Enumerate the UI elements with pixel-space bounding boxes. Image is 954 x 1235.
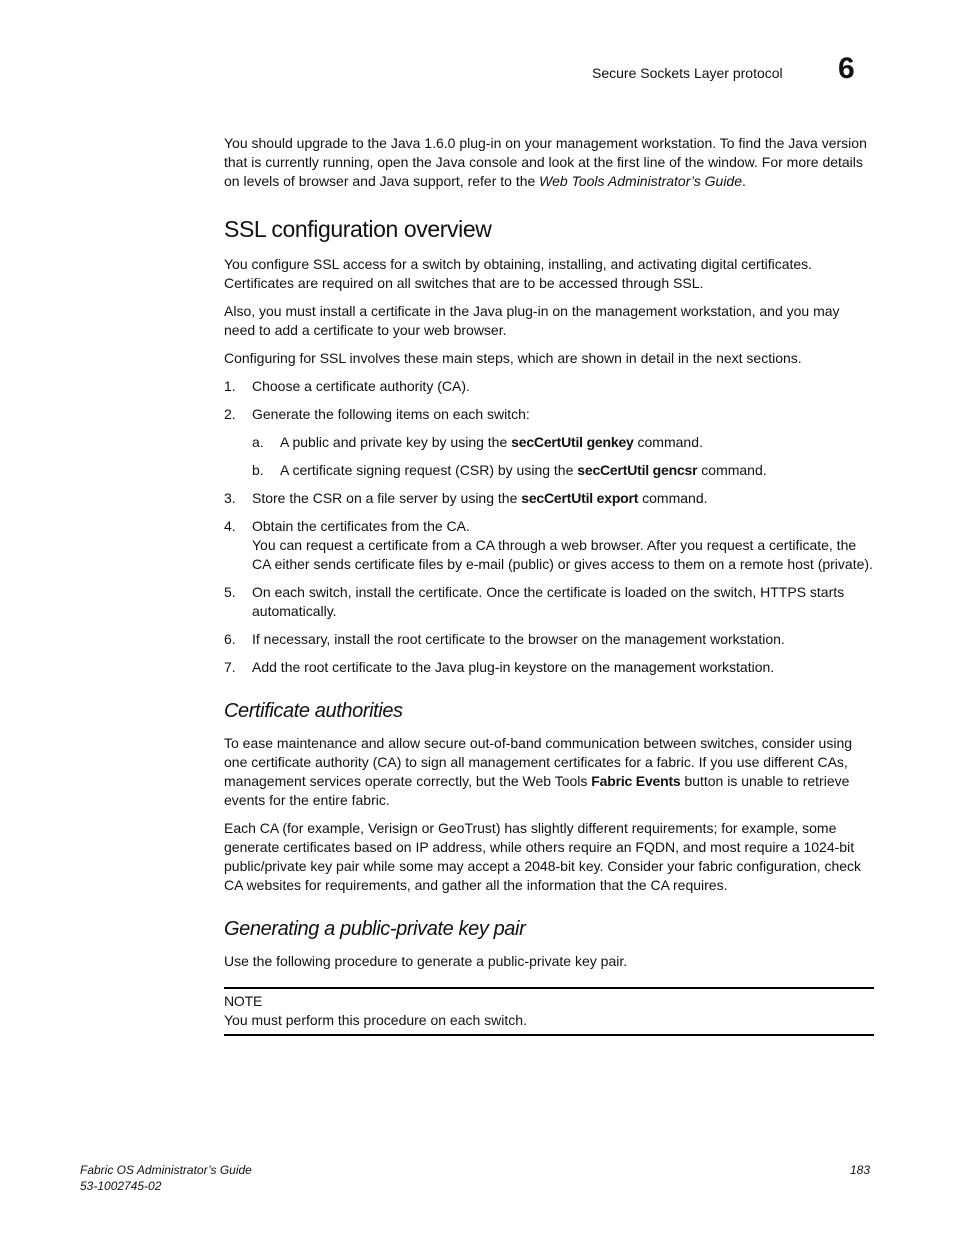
- running-header-title: Secure Sockets Layer protocol: [592, 65, 783, 81]
- step-4: 4. Obtain the certificates from the CA. You can request a certificate from a CA through a web browser. After you request a certificate, the CA either sends certificate files by e-mail (public) or gives access to them on a remote host (private).: [224, 518, 873, 572]
- step-6: 6. If necessary, install the root certificate to the browser on the management workstation.: [224, 631, 785, 647]
- steps-list: [224, 377, 874, 677]
- paragraph: Use the following procedure to generate a public-private key pair.: [224, 953, 628, 969]
- step-2a: a. A public and private key by using the secCertUtil genkey command.: [252, 434, 703, 450]
- chapter-number: 6: [838, 52, 855, 85]
- note-label: NOTE: [224, 993, 263, 1009]
- section-heading-ssl-overview: SSL configuration overview: [224, 216, 492, 242]
- ui-element-name: Fabric Events: [591, 773, 681, 789]
- step-4-detail: You can request a certificate from a CA through a web browser. After you request a certificate, the CA either sends certificate files by e-mail (public) or gives access to them on a remote host (private).: [252, 537, 873, 572]
- step-5: 5. On each switch, install the certificate. Once the certificate is loaded on the switch, HTTPS starts automatically.: [224, 584, 845, 619]
- page-content: [224, 134, 874, 1036]
- paragraph: Also, you must install a certificate in the Java plug-in on the management workstation, and you may need to add a certificate to your web browser.: [224, 303, 840, 338]
- paragraph: Configuring for SSL involves these main steps, which are shown in detail in the next sections.: [224, 350, 802, 366]
- step-2: 2. Generate the following items on each switch: a. A public and private key by using the secCertUtil genkey command. b. A certificate signing request (CSR) by using the secCertUtil gencsr command.: [224, 405, 874, 480]
- command-name: secCertUtil genkey: [511, 434, 634, 450]
- command-name: secCertUtil export: [521, 490, 639, 506]
- step-7: 7. Add the root certificate to the Java plug-in keystore on the management workstation.: [224, 659, 775, 675]
- paragraph: To ease maintenance and allow secure out-of-band communication between switches, consider using one certificate authority (CA) to sign all management certificates for a fabric. If you use different CAs, management services operate correctly, but the Web Tools Fabric Events button is unable to retrieve events for the entire fabric.: [224, 735, 853, 808]
- step-1: 1. Choose a certificate authority (CA).: [224, 378, 470, 394]
- note-text: You must perform this procedure on each switch.: [224, 1012, 527, 1028]
- page-number: 183: [849, 1163, 870, 1177]
- footer-doc-number: 53-1002745-02: [80, 1179, 162, 1193]
- footer-doc-info: [80, 1162, 252, 1194]
- paragraph: Each CA (for example, Verisign or GeoTrust) has slightly different requirements; for example, some generate certificates based on IP address, while others require an FQDN, and most require a 1024-bit public/private key pair while some may accept a 2048-bit key. Consider your fabric configuration, check CA websites for requirements, and gather all the information that the CA requires.: [224, 820, 862, 893]
- command-name: secCertUtil gencsr: [577, 462, 698, 478]
- footer-guide-title: Fabric OS Administrator’s Guide: [80, 1163, 252, 1177]
- paragraph: You configure SSL access for a switch by obtaining, installing, and activating digital certificates. Certificates are required on all switches that are to be accessed through SSL.: [224, 256, 813, 291]
- substeps-list: [252, 433, 874, 480]
- subsection-heading-certificate-authorities: Certificate authorities: [224, 700, 403, 722]
- step-3: 3. Store the CSR on a file server by using the secCertUtil export command.: [224, 490, 708, 506]
- subsection-heading-key-pair: Generating a public-private key pair: [224, 918, 526, 940]
- note-box: [224, 987, 874, 1036]
- guide-reference: Web Tools Administrator’s Guide: [539, 173, 743, 189]
- step-2b: b. A certificate signing request (CSR) by using the secCertUtil gencsr command.: [252, 462, 767, 478]
- intro-paragraph: You should upgrade to the Java 1.6.0 plug-in on your management workstation. To find the Java version that is currently running, open the Java console and look at the first line of the window. For more details on levels of browser and Java support, refer to the Web Tools Administrator’s Guide.: [224, 135, 867, 189]
